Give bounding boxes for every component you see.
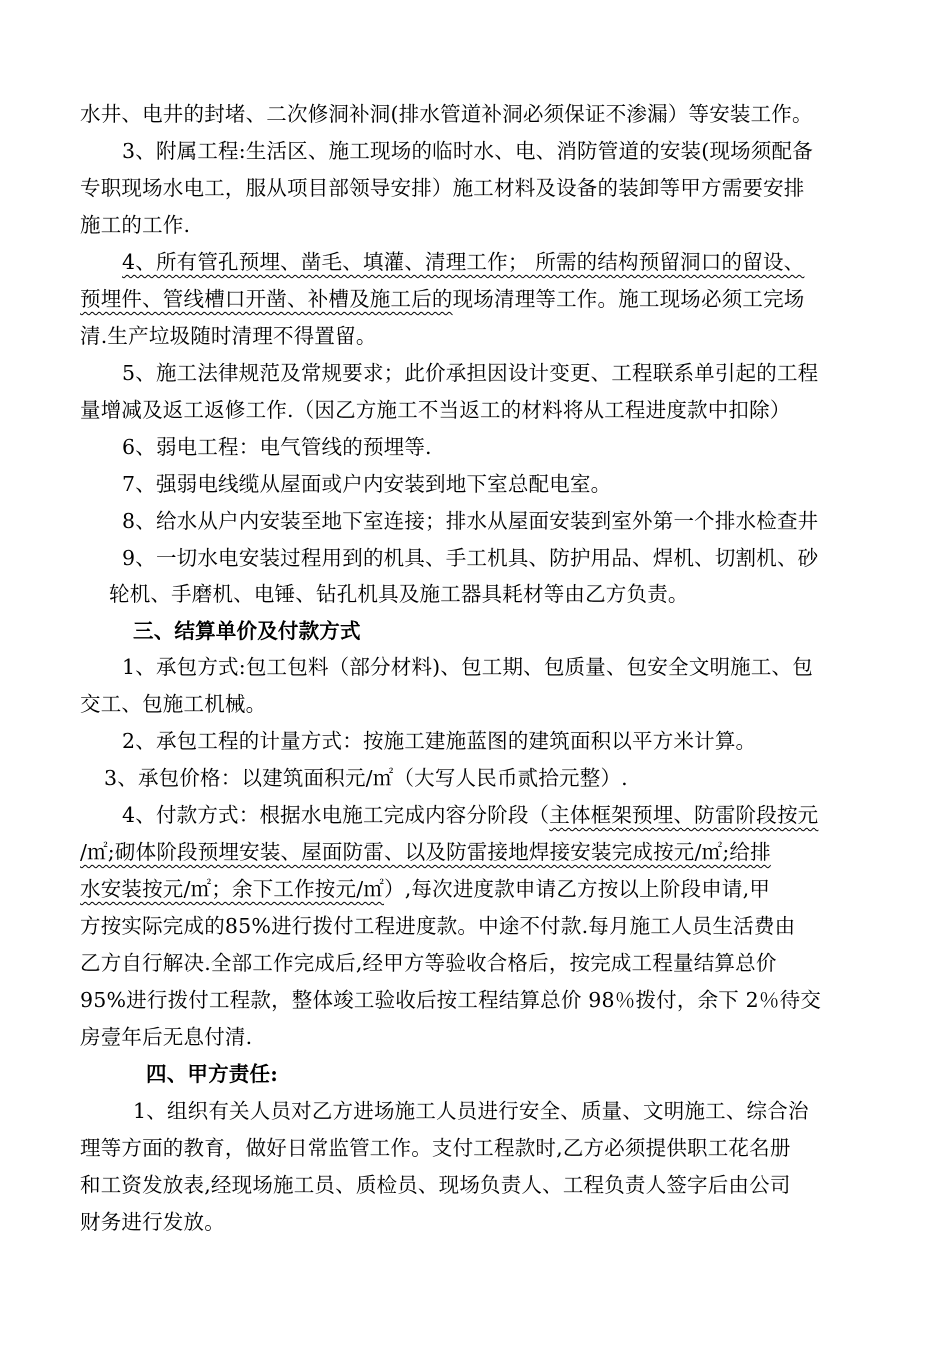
- text-line-18: [122, 726, 880, 756]
- text-segment: 3、附属工程:生活区、施工现场的临时水、电、消防管道的安装(现场须配备: [122, 139, 813, 163]
- text-segment: 三、结算单价及付款方式: [133, 619, 361, 643]
- text-line-6: [80, 284, 880, 314]
- text-line-4: [80, 210, 880, 240]
- text-segment-underlined: 4、所有管孔预埋、凿毛、填灌、清理工作； 所需的结构预留洞口的留设、: [122, 250, 805, 274]
- text-line-26: [80, 1022, 880, 1052]
- text-segment: 方按实际完成的85%进行拨付工程进度款。中途不付款.每月施工人员生活费由: [80, 914, 796, 938]
- text-segment: 7、强弱电线缆从屋面或户内安装到地下室总配电室。: [122, 472, 612, 496]
- text-line-19: [104, 763, 880, 793]
- text-segment: 95%进行拨付工程款，整体竣工验收后按工程结算总价 98％拨付，余下 2％待交: [80, 988, 822, 1012]
- text-segment: 交工、包施工机械。: [80, 692, 267, 716]
- text-segment-underlined: 水安装按元/㎡；余下工作按元/㎡: [80, 877, 385, 901]
- text-segment: 轮机、手磨机、电锤、钻孔机具及施工器具耗材等由乙方负责。: [109, 582, 689, 606]
- text-segment-underlined: 主体框架预埋、防雷阶段按元: [549, 803, 819, 827]
- text-line-31: [80, 1207, 880, 1237]
- text-segment: 4、付款方式：根据水电施工完成内容分阶段（: [122, 803, 550, 827]
- text-line-23: [80, 911, 880, 941]
- text-segment: 5、施工法律规范及常规要求；此价承担因设计变更、工程联系单引起的工程: [122, 361, 819, 385]
- text-line-1: [80, 99, 880, 129]
- text-line-9: [80, 395, 880, 425]
- text-segment: 8、给水从户内安装至地下室连接；排水从屋面安装到室外第一个排水检查井: [122, 509, 819, 533]
- text-segment: 2、承包工程的计量方式：按施工建施蓝图的建筑面积以平方米计算。: [122, 729, 757, 753]
- text-line-24: [80, 948, 880, 978]
- text-segment: ）,每次进度款申请乙方按以上阶段申请,甲: [384, 877, 771, 901]
- text-line-5: [122, 247, 880, 277]
- text-segment: 9、一切水电安装过程用到的机具、手工机具、防护用品、焊机、切割机、砂: [122, 546, 819, 570]
- text-segment: 房壹年后无息付清.: [80, 1025, 253, 1049]
- text-line-10: [122, 432, 880, 462]
- text-line-11: [122, 469, 880, 499]
- section-heading-3: [133, 616, 880, 646]
- text-line-8: [122, 358, 880, 388]
- text-segment: 四、甲方责任:: [146, 1062, 278, 1086]
- text-line-20: [122, 800, 880, 830]
- text-segment: 财务进行发放。: [80, 1210, 225, 1234]
- text-line-3: [80, 173, 880, 203]
- text-segment: 量增减及返工返修工作.（因乙方施工不当返工的材料将从工程进度款中扣除）: [80, 398, 791, 422]
- text-segment-underlined: /㎡;砌体阶段预埋安装、屋面防雷、以及防雷接地焊接安装完成按元/㎡;给排: [80, 840, 771, 864]
- text-line-30: [80, 1170, 880, 1200]
- text-line-22: [80, 874, 880, 904]
- text-line-29: [80, 1133, 880, 1163]
- text-segment: 施工的工作.: [80, 213, 191, 237]
- text-segment: 现场清理等工作。施工现场必须工完场: [452, 287, 805, 311]
- text-segment: 专职现场水电工，服从项目部领导安排）施工材料及设备的装卸等甲方需要安排: [80, 176, 805, 200]
- text-segment: 1、承包方式:包工包料（部分材料)、包工期、包质量、包安全文明施工、包: [122, 655, 813, 679]
- text-line-21: [80, 837, 880, 867]
- text-segment: 水井、电井的封堵、二次修洞补洞(排水管道补洞必须保证不渗漏）等安装工作。: [80, 102, 813, 126]
- text-line-14: [109, 579, 880, 609]
- text-segment: 和工资发放表,经现场施工员、质检员、现场负责人、工程负责人签字后由公司: [80, 1173, 791, 1197]
- text-segment: 清.生产垃圾随时清理不得置留。: [80, 324, 377, 348]
- text-segment: 3、承包价格：以建筑面积元/㎡（大写人民币贰拾元整）.: [104, 766, 628, 790]
- text-line-28: [133, 1096, 880, 1126]
- text-segment: 6、弱电工程：电气管线的预埋等.: [122, 435, 432, 459]
- text-line-16: [122, 652, 880, 682]
- text-line-13: [122, 543, 880, 573]
- text-line-7: [80, 321, 880, 351]
- text-line-25: [80, 985, 880, 1015]
- text-line-2: [122, 136, 880, 166]
- text-segment: 乙方自行解决.全部工作完成后,经甲方等验收合格后，按完成工程量结算总价: [80, 951, 777, 975]
- text-segment: 1、组织有关人员对乙方进场施工人员进行安全、质量、文明施工、综合治: [133, 1099, 809, 1123]
- text-line-12: [122, 506, 880, 536]
- text-line-17: [80, 689, 880, 719]
- text-segment-underlined: 预埋件、管线槽口开凿、补槽及施工后的: [80, 287, 453, 311]
- section-heading-4: [146, 1059, 880, 1089]
- text-segment: 理等方面的教育，做好日常监管工作。支付工程款时,乙方必须提供职工花名册: [80, 1136, 791, 1160]
